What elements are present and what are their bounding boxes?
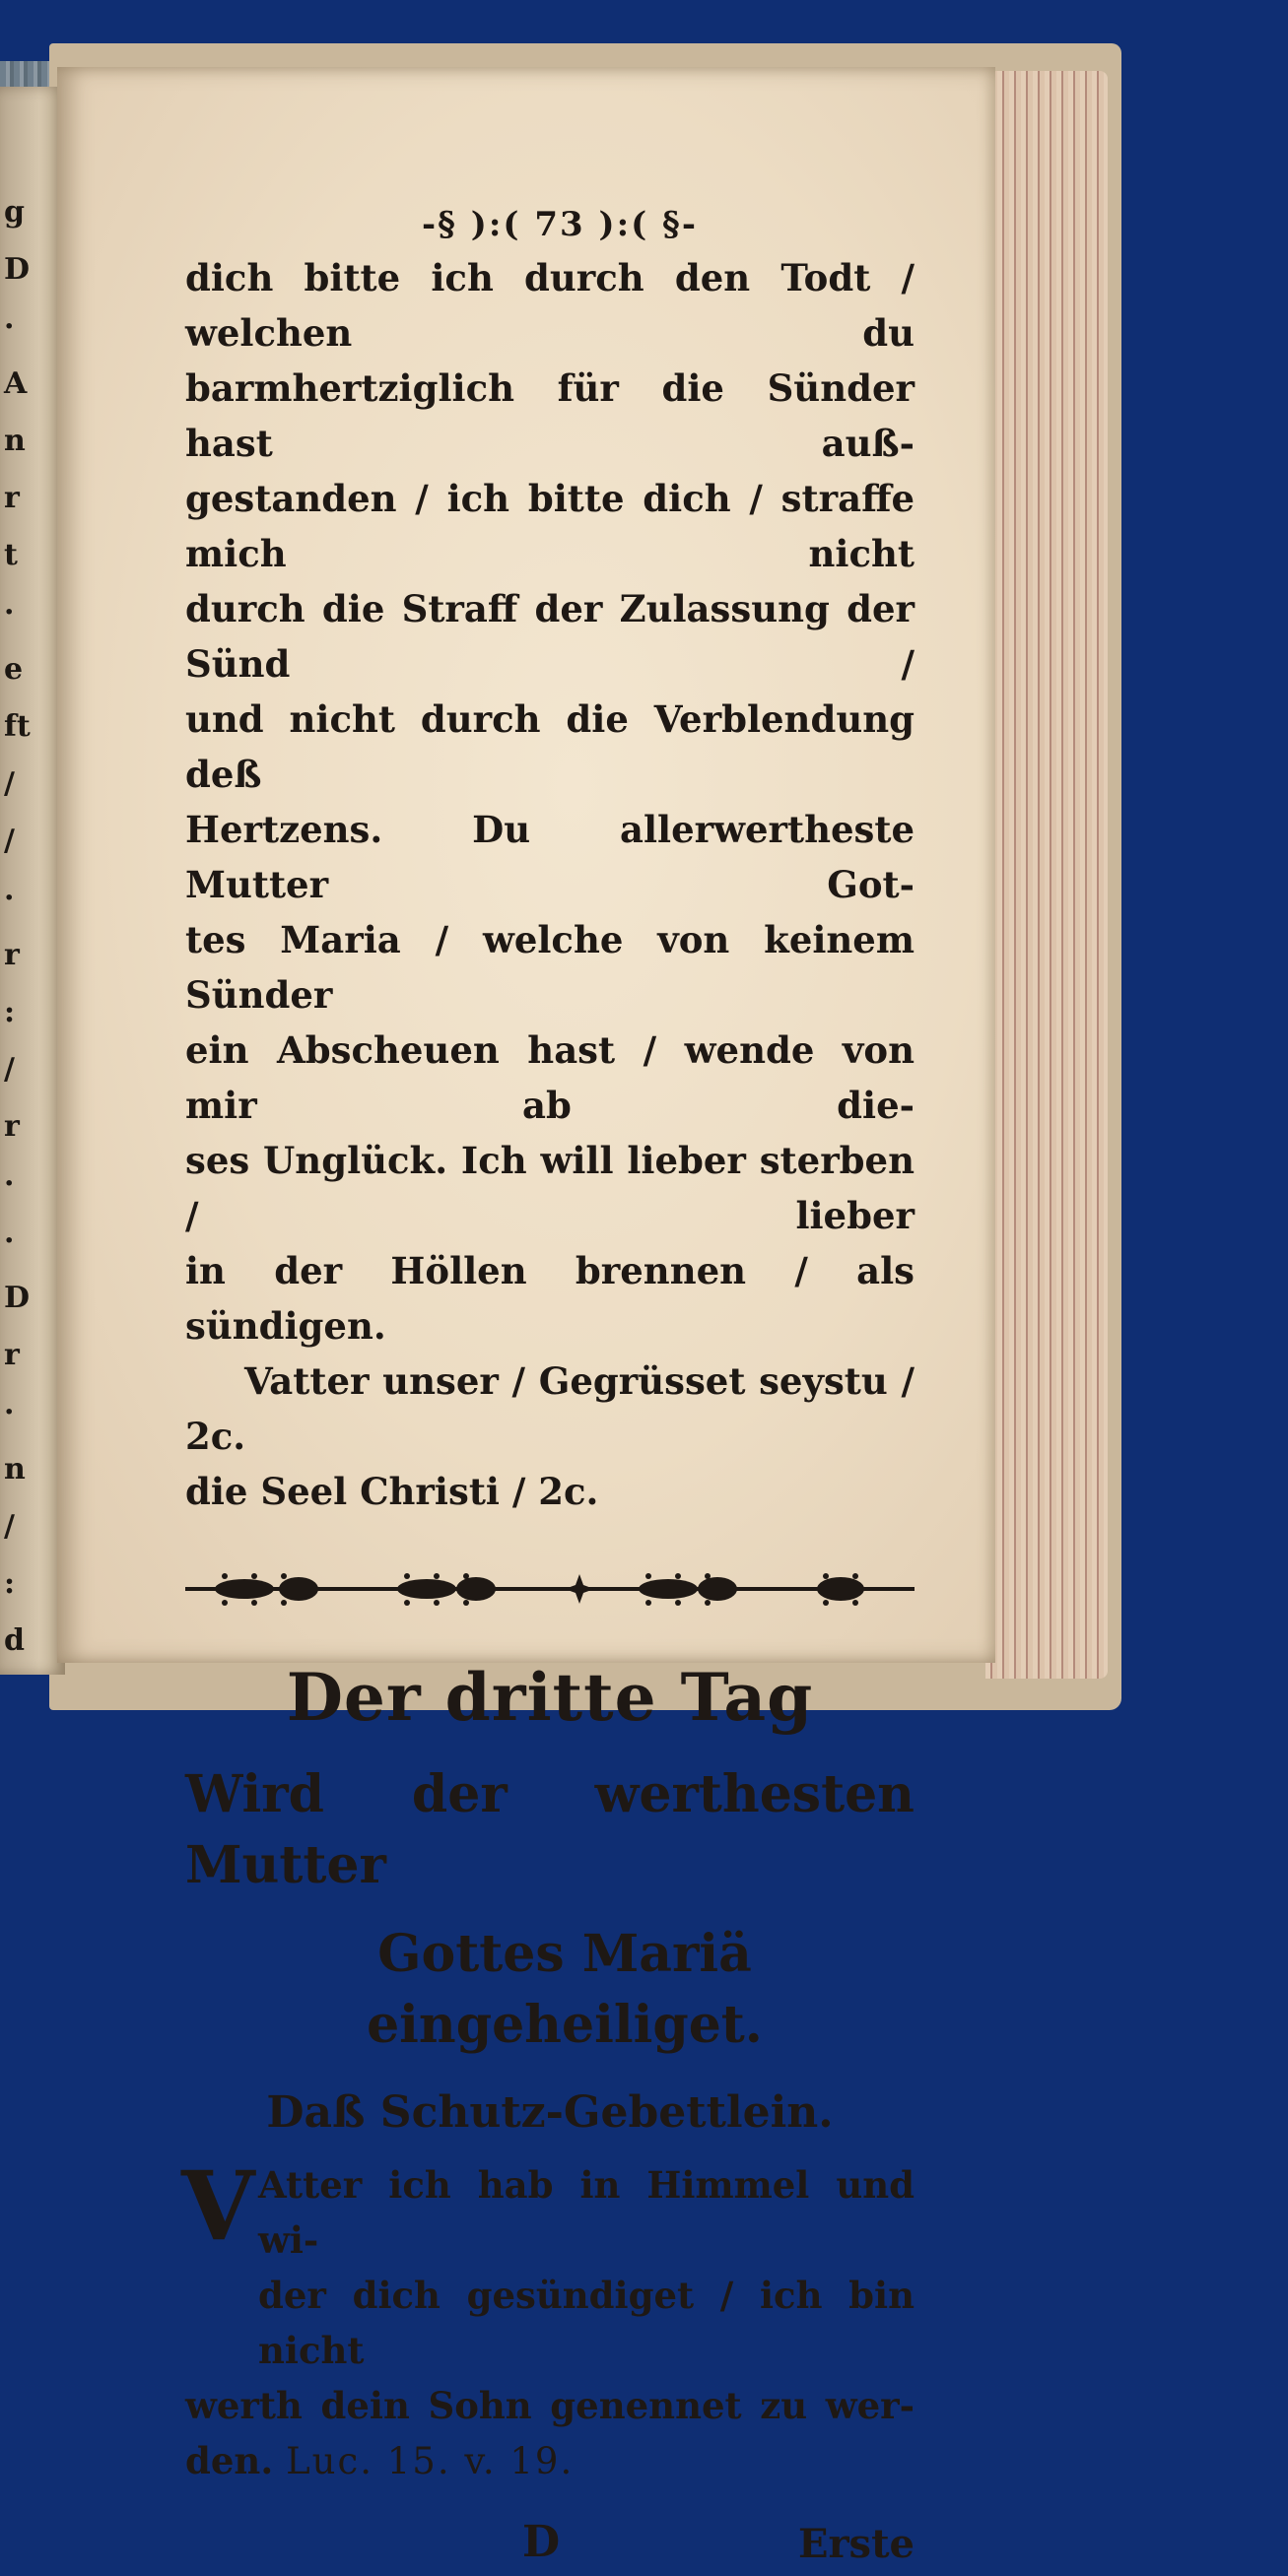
left-page-glyph: n [4,1452,26,1486]
chapter-subheading-line: Wird der werthesten Mutter [185,1764,915,1895]
text-line: durch die Straff der Zulassung der Sünd / [185,587,915,686]
left-page-glyph: / [4,1509,15,1544]
drop-cap: V [181,2150,255,2262]
running-head: -§ ):( 73 ):( §- [422,205,698,244]
left-page-glyph: A [4,366,28,401]
left-page-glyph: d [4,1623,25,1658]
catchword: Erste [797,2521,915,2567]
ornament-divider [185,1570,915,1610]
left-page-glyph: : [4,1566,16,1601]
left-page-glyph: · [4,1166,15,1201]
body-text [185,250,915,1519]
verse-line: Atter ich hab in Himmel und wi- [258,2163,915,2262]
page-content [181,205,915,2576]
left-page-glyph: ft [4,709,31,744]
section-title: Daß Schutz-Gebettlein. [266,2087,834,2138]
text-line: tes Maria / welche von keinem Sünder [185,918,915,1017]
text-line: barmhertziglich für die Sünder hast auß- [185,366,915,465]
left-page-glyph: r [4,481,20,515]
left-page-glyph: D [4,1281,31,1315]
left-page-glyph: D [4,252,31,287]
verse-line [185,2433,915,2489]
left-page-glyph: / [4,824,15,858]
left-page-glyph: · [4,1223,15,1258]
prayer-line: Vatter unser / Gegrüsset seystu / 2c. [185,1359,915,1458]
text-line: und nicht durch die Verblendung deß [185,697,915,796]
page-edges [985,71,1108,1679]
page-footer [185,2517,915,2576]
left-page-glyph: r [4,938,20,972]
verse-line: der dich gesündiget / ich bin nicht [258,2274,915,2372]
left-page-glyph: : [4,995,16,1029]
text-line: ses Unglück. Ich will lieber sterben / lieber [185,1139,915,1237]
signature-mark: D [522,2517,561,2567]
left-page-glyph: t [4,538,18,572]
ornament-icon [185,1570,915,1610]
left-page-glyph: · [4,1395,15,1429]
left-page-glyph: r [4,1109,20,1144]
verse-line: werth dein Sohn genennet zu wer- [185,2384,915,2427]
chapter-subheading-line: Gottes Mariä eingeheiliget. [367,1924,763,2055]
left-page-glyph: · [4,881,15,915]
left-page-glyph: / [4,1052,15,1087]
right-page [57,67,995,2567]
text-line: gestanden / ich bitte dich / straffe mich nicht [185,477,915,575]
left-page-glyph: · [4,309,15,344]
text-line: dich bitte ich durch den Todt / welchen du [185,256,915,355]
left-page-glyph: / [4,766,15,801]
verse-line-end: den. [185,2439,274,2482]
prayer-line: die Seel Christi / 2c. [185,1470,599,1513]
left-page-glyph: · [4,595,15,629]
left-page-glyph: g [4,195,25,230]
left-page-glyph: r [4,1338,20,1372]
left-page-text [4,195,34,1681]
verse-block [181,2150,915,2489]
text-line: ein Abscheuen hast / wende von mir ab die- [185,1028,915,1127]
left-page-glyph: n [4,424,26,458]
bible-citation: Luc. 15. v. 19. [286,2440,575,2482]
text-line: Hertzens. Du allerwertheste Mutter Got- [185,808,915,906]
text-line: in der Höllen brennen / als sündigen. [185,1249,915,1348]
left-page-glyph: e [4,652,24,687]
chapter-heading: Der dritte Tag [286,1659,814,1736]
left-page [0,87,65,1675]
